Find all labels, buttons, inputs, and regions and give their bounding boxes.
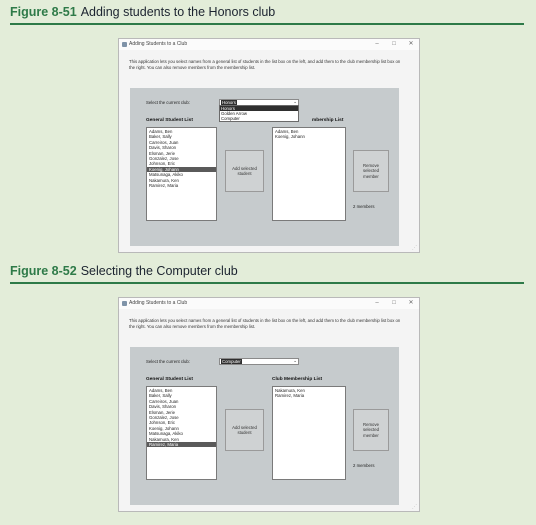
app-window [118, 297, 420, 512]
club-select-value: Honors [222, 100, 236, 105]
resize-grip-icon[interactable]: ⋰ [412, 245, 417, 251]
maximize-icon[interactable]: □ [392, 41, 396, 47]
club-membership-list[interactable] [272, 127, 346, 221]
club-panel [130, 88, 399, 246]
chevron-down-icon[interactable]: ⌄ [293, 358, 297, 363]
dropdown-option[interactable]: Honors [220, 106, 298, 111]
list-item[interactable]: Baker, Sally [149, 393, 172, 399]
chevron-down-icon[interactable]: ⌄ [293, 99, 297, 104]
list-item[interactable]: Johnson, Eric [149, 420, 176, 426]
app-window [118, 38, 420, 253]
club-dropdown-list[interactable] [219, 105, 299, 122]
remove-member-button[interactable]: Remove selected member [353, 150, 389, 192]
list-item[interactable]: Gonzalez, Jose [149, 155, 179, 161]
window-title: Adding Students to a Club [129, 41, 188, 47]
instructions-text: This application lets you select names from a general list of students in the list box on the left, and add them to the club membership list box on the right. You can also remove members from the membership list. [129, 318, 401, 329]
dropdown-option[interactable]: Computer [221, 116, 240, 121]
club-select-label: Select the current club: [146, 359, 190, 364]
list-item[interactable]: Davis, Sharon [149, 404, 176, 410]
title-bar [119, 39, 419, 50]
list-item[interactable]: Davis, Sharon [149, 145, 176, 151]
list-item-selected[interactable]: Ramirez, Maria [147, 442, 216, 447]
list-item[interactable]: Matsunaga, Akiko [149, 172, 183, 178]
list-item[interactable]: Koenig, Johann [149, 425, 179, 431]
club-select-value: Computer [222, 359, 241, 364]
figure-caption [10, 264, 238, 282]
general-student-list[interactable] [146, 386, 217, 480]
club-membership-list[interactable] [272, 386, 346, 480]
club-select[interactable] [219, 358, 299, 365]
app-icon [122, 301, 127, 306]
general-list-header: General Student List [146, 118, 193, 123]
caption-rule [10, 23, 524, 25]
general-list-header: General Student List [146, 377, 193, 382]
list-item[interactable]: Koenig, Johann [275, 134, 305, 140]
list-item[interactable]: Elsman, Jerie [149, 150, 176, 156]
general-student-list[interactable] [146, 127, 217, 221]
close-icon[interactable]: ✕ [408, 300, 414, 306]
list-item[interactable]: Gonzalez, Jose [149, 414, 179, 420]
dropdown-option[interactable]: Golden Arrow [221, 111, 248, 116]
figure-label: Figure 8-52 [10, 264, 77, 278]
figure-caption-text: Adding students to the Honors club [80, 5, 276, 19]
club-select-label: Select the current club: [146, 100, 190, 105]
list-item[interactable]: Nakamura, Ken [149, 436, 179, 442]
club-panel [130, 347, 399, 505]
resize-grip-icon[interactable]: ⋰ [412, 504, 417, 510]
caption-rule [10, 282, 524, 284]
membership-list-header: Club Membership List [272, 377, 323, 382]
list-item[interactable]: Ramirez, Maria [149, 182, 179, 188]
app-icon [122, 42, 127, 47]
add-student-button[interactable]: Add selected student [225, 150, 264, 192]
list-item[interactable]: Adams, Ben [149, 129, 173, 134]
member-count: 2 members [353, 204, 375, 209]
list-item[interactable]: Adams, Ben [149, 388, 173, 393]
list-item[interactable]: Carreiros, Juan [149, 139, 179, 145]
window-title: Adding Students to a Club [129, 300, 188, 306]
list-item[interactable]: Johnson, Eric [149, 161, 176, 167]
maximize-icon[interactable]: □ [392, 300, 396, 306]
list-item[interactable]: Nakamura, Ken [149, 177, 179, 183]
close-icon[interactable]: ✕ [408, 41, 414, 47]
figure-label: Figure 8-51 [10, 5, 77, 19]
remove-member-button[interactable]: Remove selected member [353, 409, 389, 451]
list-item[interactable]: Nakamura, Ken [275, 388, 305, 393]
list-item[interactable]: Matsunaga, Akiko [149, 431, 183, 437]
list-item[interactable]: Ramirez, Maria [275, 393, 305, 399]
figure-caption [10, 5, 275, 23]
list-item-selected[interactable]: Koenig, Johann [147, 167, 216, 172]
member-count: 2 members [353, 463, 375, 468]
minimize-icon[interactable]: – [375, 41, 379, 47]
list-item[interactable]: Carreiros, Juan [149, 398, 179, 404]
membership-list-header: mbership List [312, 118, 344, 123]
figure-caption-text: Selecting the Computer club [80, 264, 238, 278]
add-student-button[interactable]: Add selected student [225, 409, 264, 451]
list-item[interactable]: Baker, Sally [149, 134, 172, 140]
list-item[interactable]: Elsman, Jerie [149, 409, 176, 415]
instructions-text: This application lets you select names from a general list of students in the list box on the left, and add them to the club membership list box on the right. You can also remove members from the membership list. [129, 59, 401, 70]
list-item[interactable]: Adams, Ben [275, 129, 299, 134]
title-bar [119, 298, 419, 309]
minimize-icon[interactable]: – [375, 300, 379, 306]
